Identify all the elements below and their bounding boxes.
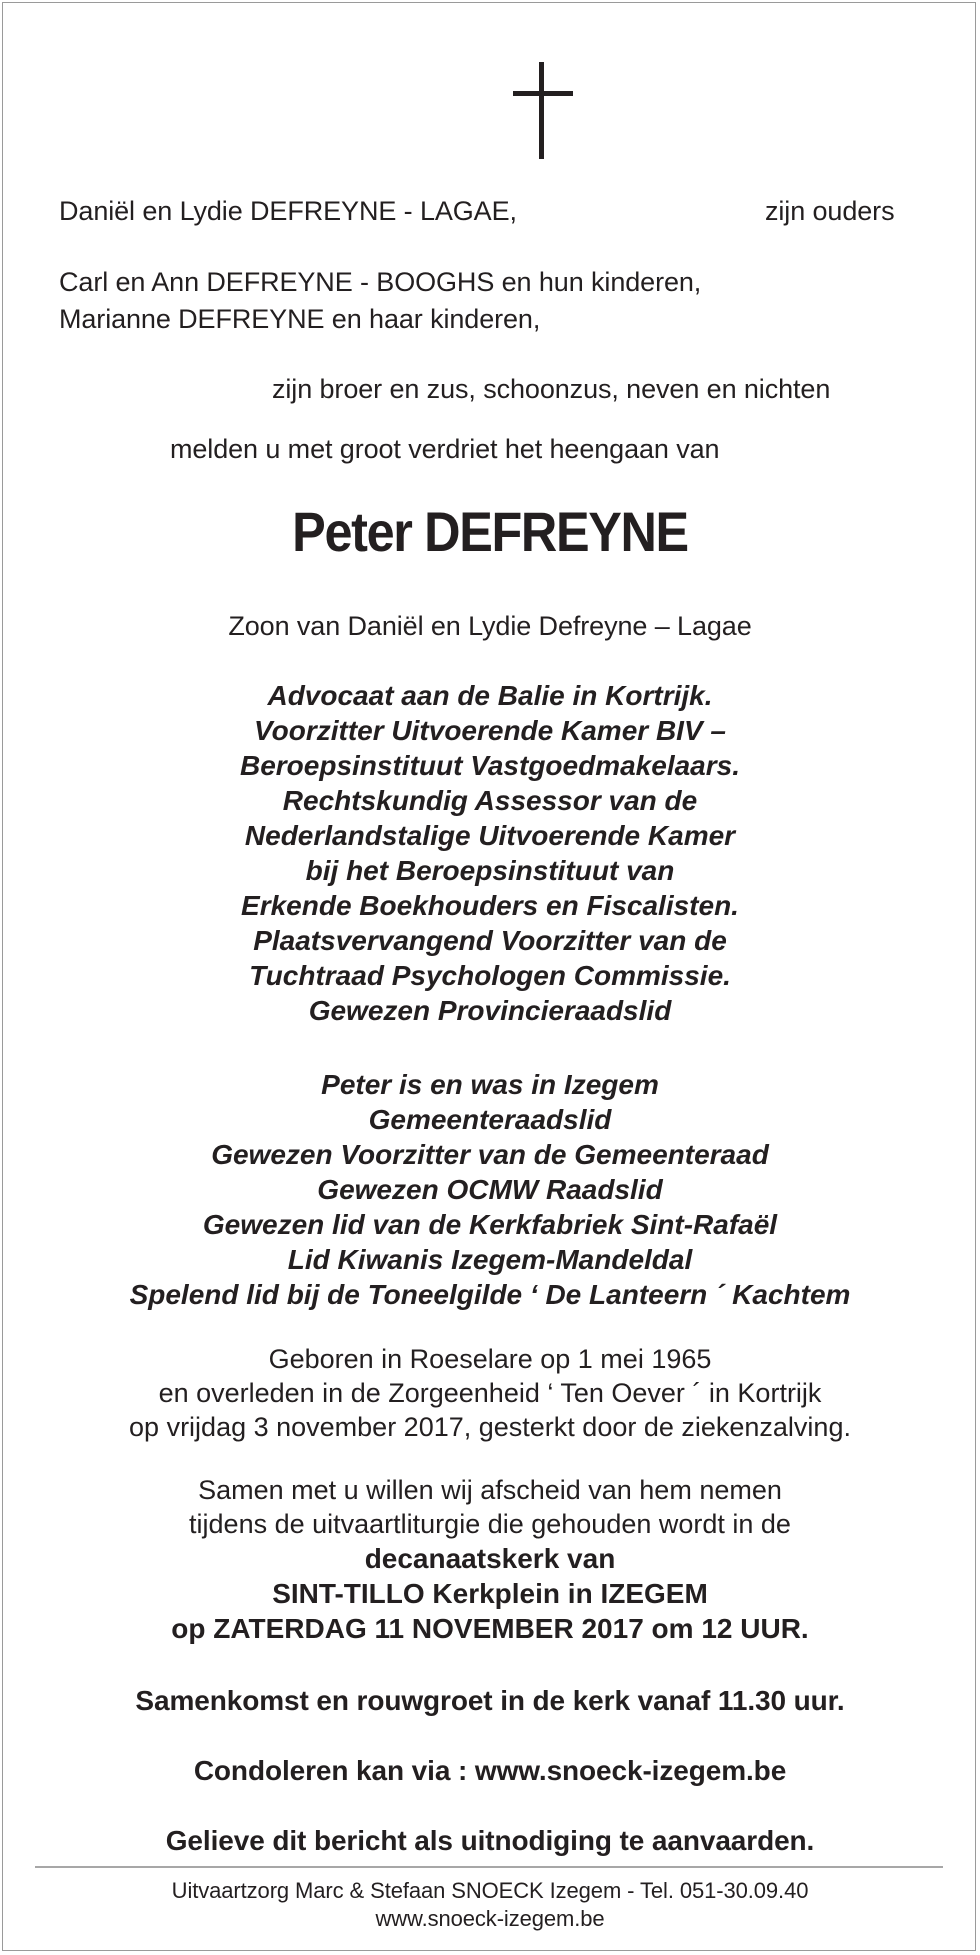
footer-website: www.snoeck-izegem.be	[375, 1906, 605, 1931]
condolences: Condoleren kan via : www.snoeck-izegem.be	[193, 1755, 787, 1786]
parents-role: zijn ouders	[765, 196, 895, 226]
izegem-line: Gewezen OCMW Raadslid	[317, 1174, 663, 1205]
siblings-role: zijn broer en zus, schoonzus, neven en nichten	[272, 374, 831, 404]
son-of: Zoon van Daniël en Lydie Defreyne – Lagae	[228, 611, 752, 641]
title-line: Nederlandstalige Uitvoerende Kamer	[244, 820, 736, 851]
title-line: Advocaat aan de Balie in Kortrijk.	[267, 680, 713, 711]
title-line: Gewezen Provincieraadslid	[308, 995, 672, 1026]
izegem-line: Peter is en was in Izegem	[321, 1069, 659, 1100]
funeral-detail-line: op ZATERDAG 11 NOVEMBER 2017 om 12 UUR.	[171, 1613, 809, 1644]
life-line: op vrijdag 3 november 2017, gesterkt door de ziekenzalving.	[129, 1412, 851, 1442]
title-line: Tuchtraad Psychologen Commissie.	[249, 960, 731, 991]
cross-icon	[513, 62, 573, 159]
funeral-intro	[0, 1473, 980, 1541]
izegem-line: Gewezen Voorzitter van de Gemeenteraad	[211, 1139, 769, 1170]
funeral-intro-line: Samen met u willen wij afscheid van hem nemen	[198, 1475, 782, 1505]
title-line: Rechtskundig Assessor van de	[282, 785, 698, 816]
funeral-details	[0, 1541, 980, 1646]
funeral-detail-line: decanaatskerk van	[364, 1543, 616, 1574]
sibling-line-1: Carl en Ann DEFREYNE - BOOGHS en hun kinderen,	[59, 267, 702, 297]
izegem-line: Lid Kiwanis Izegem-Mandeldal	[287, 1244, 693, 1275]
izegem-line: Gewezen lid van de Kerkfabriek Sint-Rafaël	[202, 1209, 778, 1240]
life-block	[0, 1342, 980, 1444]
announcement: melden u met groot verdriet het heengaan van	[170, 434, 720, 464]
sibling-line-2: Marianne DEFREYNE en haar kinderen,	[59, 304, 541, 334]
life-line: Geboren in Roeselare op 1 mei 1965	[268, 1344, 712, 1374]
footer-company: Uitvaartzorg Marc & Stefaan SNOECK Izegem - Tel. 051-30.09.40	[171, 1878, 809, 1903]
title-line: Beroepsinstituut Vastgoedmakelaars.	[239, 750, 740, 781]
title-line: bij het Beroepsinstituut van	[305, 855, 675, 886]
izegem-line: Gemeenteraadslid	[368, 1104, 612, 1135]
invitation: Gelieve dit bericht als uitnodiging te aanvaarden.	[165, 1825, 815, 1856]
deceased-name: Peter DEFREYNE	[292, 500, 688, 563]
titles-block	[0, 678, 980, 1028]
footer-divider	[35, 1866, 943, 1868]
funeral-intro-line: tijdens de uitvaartliturgie die gehouden wordt in de	[189, 1509, 791, 1539]
title-line: Erkende Boekhouders en Fiscalisten.	[241, 890, 739, 921]
funeral-detail-line: SINT-TILLO Kerkplein in IZEGEM	[272, 1578, 708, 1609]
izegem-block	[0, 1067, 980, 1312]
title-line: Plaatsvervangend Voorzitter van de	[253, 925, 727, 956]
izegem-line: Spelend lid bij de Toneelgilde ‘ De Lanteern ´ Kachtem	[129, 1279, 851, 1310]
gathering: Samenkomst en rouwgroet in de kerk vanaf 11.30 uur.	[135, 1685, 845, 1716]
title-line: Voorzitter Uitvoerende Kamer BIV –	[254, 715, 726, 746]
life-line: en overleden in de Zorgeenheid ‘ Ten Oever ´ in Kortrijk	[158, 1378, 822, 1408]
parents-names: Daniël en Lydie DEFREYNE - LAGAE,	[59, 196, 517, 226]
